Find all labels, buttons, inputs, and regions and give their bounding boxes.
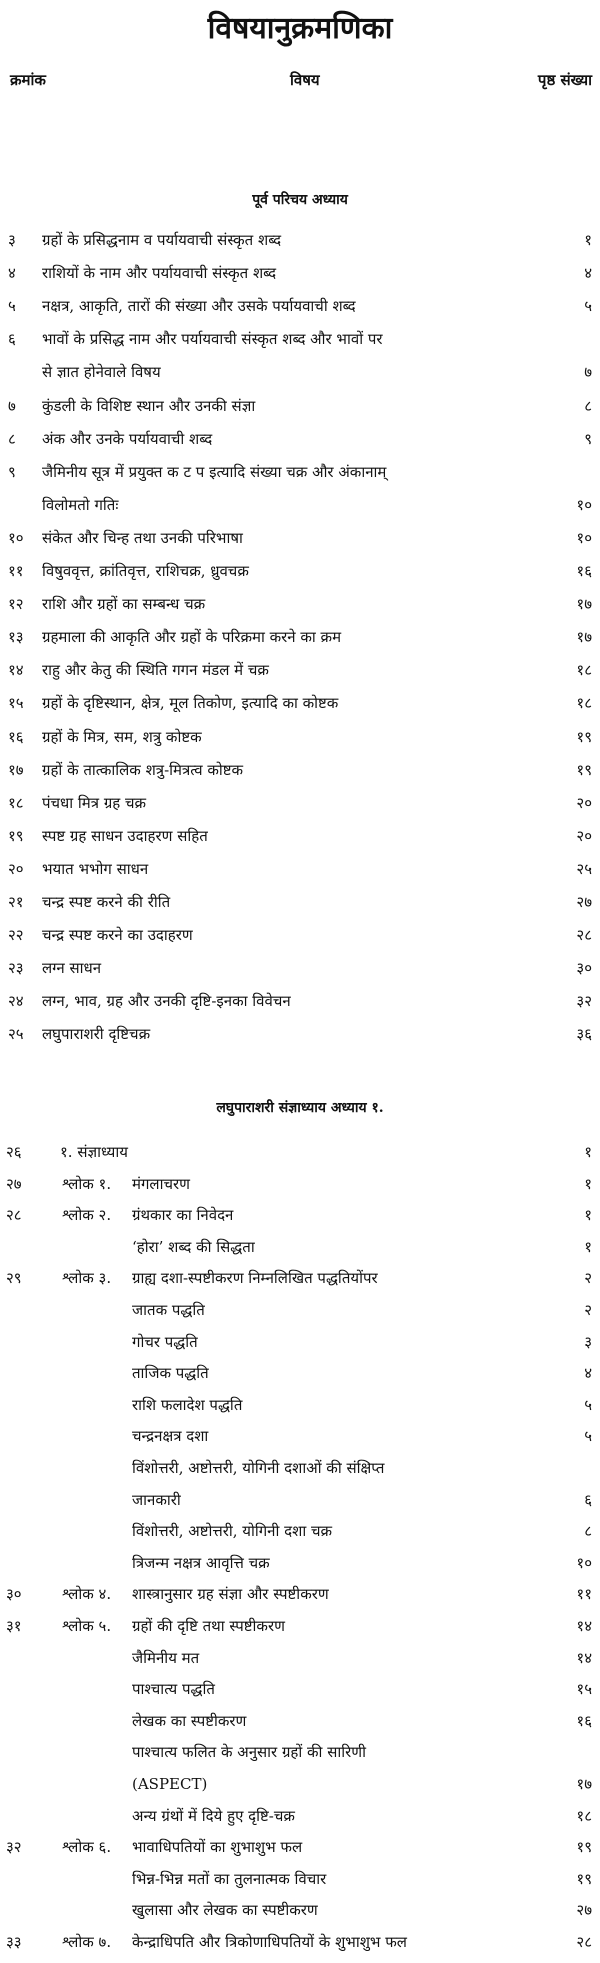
entry-subject: विलोमतो गतिः [42,495,119,514]
entry-page: ४ [584,264,592,283]
entry-subject: लग्न साधन [42,959,102,978]
entry-subject: जैमिनीय सूत्र में प्रयुक्त क ट प इत्यादि संख्या चक्र और अंकानाम् [42,462,387,481]
entry-subject: संकेत और चिन्ह तथा उनकी परिभाषा [42,528,243,547]
entry-page: २७ [576,1901,592,1920]
entry-subject: विंशोत्तरी, अष्टोत्तरी, योगिनी दशाओं की संक्षिप्त [132,1459,385,1477]
entry-number: २९ [6,1269,22,1288]
entry-subject: चन्द्रनक्षत्र दशा [132,1427,209,1446]
entry-number: १२ [8,595,24,614]
shloka-label: श्लोक ३. [62,1269,112,1288]
entry-subject: केन्द्राधिपति और त्रिकोणाधिपतियों के शुभाशुभ फल [132,1933,407,1951]
entry-page: ८ [584,396,592,415]
entry-number: ३३ [6,1933,22,1951]
entry-page: १९ [576,727,592,746]
column-header-number: क्रमांक [10,71,46,89]
entry-subject: जैमिनीय मत [132,1648,200,1667]
entry-number: २४ [8,992,24,1011]
entry-page: १४ [576,1617,592,1635]
entry-page: १६ [576,1711,592,1730]
entry-number: ३ [8,231,16,249]
section-heading-intro: पूर्व परिचय अध्याय [252,192,348,208]
entry-subject: पंचधा मित्र ग्रह चक्र [42,793,147,812]
entry-subject: ग्रहों की दृष्टि तथा स्पष्टीकरण [132,1617,285,1635]
entry-page: ११ [576,1585,592,1604]
entry-subject: गोचर पद्धति [132,1332,198,1351]
entry-page: ३ [584,1332,592,1351]
entry-subject: खुलासा और लेखक का स्पष्टीकरण [132,1901,318,1920]
entry-number: ८ [8,429,16,448]
entry-page: ३२ [576,992,592,1011]
entry-page: १७ [576,1775,592,1793]
entry-page: ६ [584,1490,592,1509]
entry-number: २० [8,859,24,878]
entry-page: १८ [576,694,592,713]
column-header-page: पृष्ठ संख्या [537,71,592,89]
entry-number: २१ [8,893,24,911]
entry-subject: लग्न, भाव, ग्रह और उनकी दृष्टि-इनका विवेचन [42,992,291,1011]
entry-page: १० [576,495,592,514]
entry-subject: (ASPECT) [132,1775,208,1793]
entry-subject: कुंडली के विशिष्ट स्थान और उनकी संज्ञा [42,396,256,415]
entry-subject: से ज्ञात होनेवाले विषय [42,363,161,382]
section-heading-laghuparashari: लघुपाराशरी संज्ञाध्याय अध्याय १. [216,1100,384,1116]
entry-subject: ग्रहमाला की आकृति और ग्रहों के परिक्रमा करने का क्रम [42,628,342,647]
entry-subject: अंक और उनके पर्यायवाची शब्द [42,429,213,448]
entry-number: १५ [8,694,24,713]
entry-subject: लेखक का स्पष्टीकरण [132,1711,247,1730]
entry-subject: शास्त्रानुसार ग्रह संज्ञा और स्पष्टीकरण [132,1585,329,1604]
entry-number: ११ [8,562,24,580]
entry-page: २७ [576,893,592,911]
shloka-label: श्लोक ४. [62,1585,112,1604]
shloka-label: श्लोक ६. [62,1838,112,1857]
entry-page: ८ [584,1522,592,1541]
entry-page: १ [584,1206,592,1225]
entry-page: १७ [576,595,592,614]
entry-subject: १. संज्ञाध्याय [60,1143,128,1161]
entry-subject: राशि फलादेश पद्धति [132,1395,243,1414]
entry-page: १९ [576,760,592,779]
entry-number: ३० [6,1585,22,1604]
entry-subject: ग्रहों के मित्र, सम, शत्रु कोष्टक [42,727,202,746]
entry-subject: भावों के प्रसिद्ध नाम और पर्यायवाची संस्कृत शब्द और भावों पर [42,330,383,349]
entry-subject: ग्रहों के दृष्टिस्थान, क्षेत्र, मूल तिकोण, इत्यादि का कोष्टक [42,694,339,713]
shloka-label: श्लोक २. [62,1206,112,1225]
entry-page: १० [576,528,592,547]
entry-subject: स्पष्ट ग्रह साधन उदाहरण सहित [42,826,208,845]
entry-subject: राशियों के नाम और पर्यायवाची संस्कृत शब्द [42,264,277,283]
entry-number: ७ [8,396,16,415]
entry-page: १५ [576,1680,592,1699]
shloka-label: श्लोक ७. [62,1933,112,1951]
entry-page: १ [584,1174,592,1193]
entry-subject: लघुपाराशरी दृष्टिचक्र [42,1025,151,1044]
entry-subject: पाश्चात्य पद्धति [132,1680,215,1699]
entry-subject: ताजिक पद्धति [132,1364,209,1383]
entry-number: १७ [8,760,24,779]
entry-subject: विषुववृत्त, क्रांतिवृत्त, राशिचक्र, ध्रुवचक्र [42,562,249,580]
entry-subject: भिन्न-भिन्न मतों का तुलनात्मक विचार [132,1869,327,1888]
column-header-subject: विषय [290,71,320,89]
entry-page: ५ [584,1427,592,1446]
entry-number: १६ [8,727,24,746]
entry-subject: विंशोत्तरी, अष्टोत्तरी, योगिनी दशा चक्र [132,1522,333,1541]
entry-number: २२ [8,926,24,945]
entry-page: १४ [576,1648,592,1667]
entry-number: ३२ [6,1838,22,1857]
entry-number: १८ [8,793,24,812]
entry-number: २६ [6,1143,22,1161]
entry-subject: पाश्चात्य फलित के अनुसार ग्रहों की सारिणी [132,1743,366,1762]
entry-subject: ग्रहों के तात्कालिक शत्रु-मित्रत्व कोष्टक [42,760,244,779]
entry-subject: राशि और ग्रहों का सम्बन्ध चक्र [42,595,206,614]
entry-subject: नक्षत्र, आकृति, तारों की संख्या और उसके पर्यायवाची शब्द [42,297,356,316]
entry-page: १० [576,1553,592,1572]
entry-page: ५ [584,1395,592,1414]
entry-page: ३० [576,959,592,978]
entry-number: ५ [8,297,16,316]
entry-number: ६ [8,330,16,349]
entry-subject: चन्द्र स्पष्ट करने का उदाहरण [42,926,193,945]
entry-page: १ [584,231,592,249]
entry-number: २३ [8,959,24,978]
entry-page: १ [584,1237,592,1256]
entry-page: ७ [584,363,592,382]
entry-page: २८ [576,926,592,945]
entry-subject: ग्राह्य दशा-स्पष्टीकरण निम्नलिखित पद्धतियोंपर [132,1269,378,1288]
shloka-label: श्लोक ५. [62,1617,112,1635]
entry-page: २ [584,1269,592,1288]
entry-page: १७ [576,628,592,647]
shloka-label: श्लोक १. [62,1174,112,1193]
entry-number: १० [8,528,24,547]
entry-subject: अन्य ग्रंथों में दिये हुए दृष्टि-चक्र [132,1806,295,1825]
entry-subject: मंगलाचरण [132,1174,190,1193]
entry-page: १९ [576,1838,592,1857]
entry-subject: भयात भभोग साधन [42,859,149,878]
entry-page: १८ [576,661,592,680]
entry-page: ९ [584,429,592,448]
entry-subject: जानकारी [132,1490,181,1509]
entry-page: २८ [576,1933,592,1951]
entry-number: १९ [8,826,24,845]
entry-number: ३१ [6,1617,22,1635]
entry-number: १४ [8,661,24,680]
entry-page: ३६ [576,1025,592,1044]
entry-page: १८ [576,1806,592,1825]
page-title: विषयानुक्रमणिका [207,11,393,46]
entry-number: १३ [8,628,24,647]
entry-subject: जातक पद्धति [132,1301,205,1319]
entry-page: २० [576,826,592,845]
entry-number: २८ [6,1206,22,1225]
entry-page: १९ [576,1869,592,1888]
entry-number: ४ [8,264,16,283]
entry-subject: त्रिजन्म नक्षत्र आवृत्ति चक्र [132,1553,270,1572]
entry-subject: ग्रंथकार का निवेदन [132,1206,234,1225]
entry-page: २० [576,793,592,812]
entry-page: ५ [584,297,592,316]
entry-page: २ [584,1301,592,1319]
entry-subject: चन्द्र स्पष्ट करने की रीति [42,893,171,911]
entry-subject: ‘होरा’ शब्द की सिद्धता [132,1237,255,1256]
entry-page: १ [584,1143,592,1161]
entry-subject: भावाधिपतियों का शुभाशुभ फल [132,1838,303,1857]
entry-page: २५ [576,859,592,878]
entry-number: ९ [8,462,16,481]
entry-subject: राहु और केतु की स्थिति गगन मंडल में चक्र [42,661,269,680]
entry-page: ४ [584,1364,592,1383]
entry-number: २७ [6,1174,22,1193]
entry-page: १६ [576,562,592,580]
entry-subject: ग्रहों के प्रसिद्धनाम व पर्यायवाची संस्कृत शब्द [42,231,282,249]
entry-number: २५ [8,1025,24,1044]
